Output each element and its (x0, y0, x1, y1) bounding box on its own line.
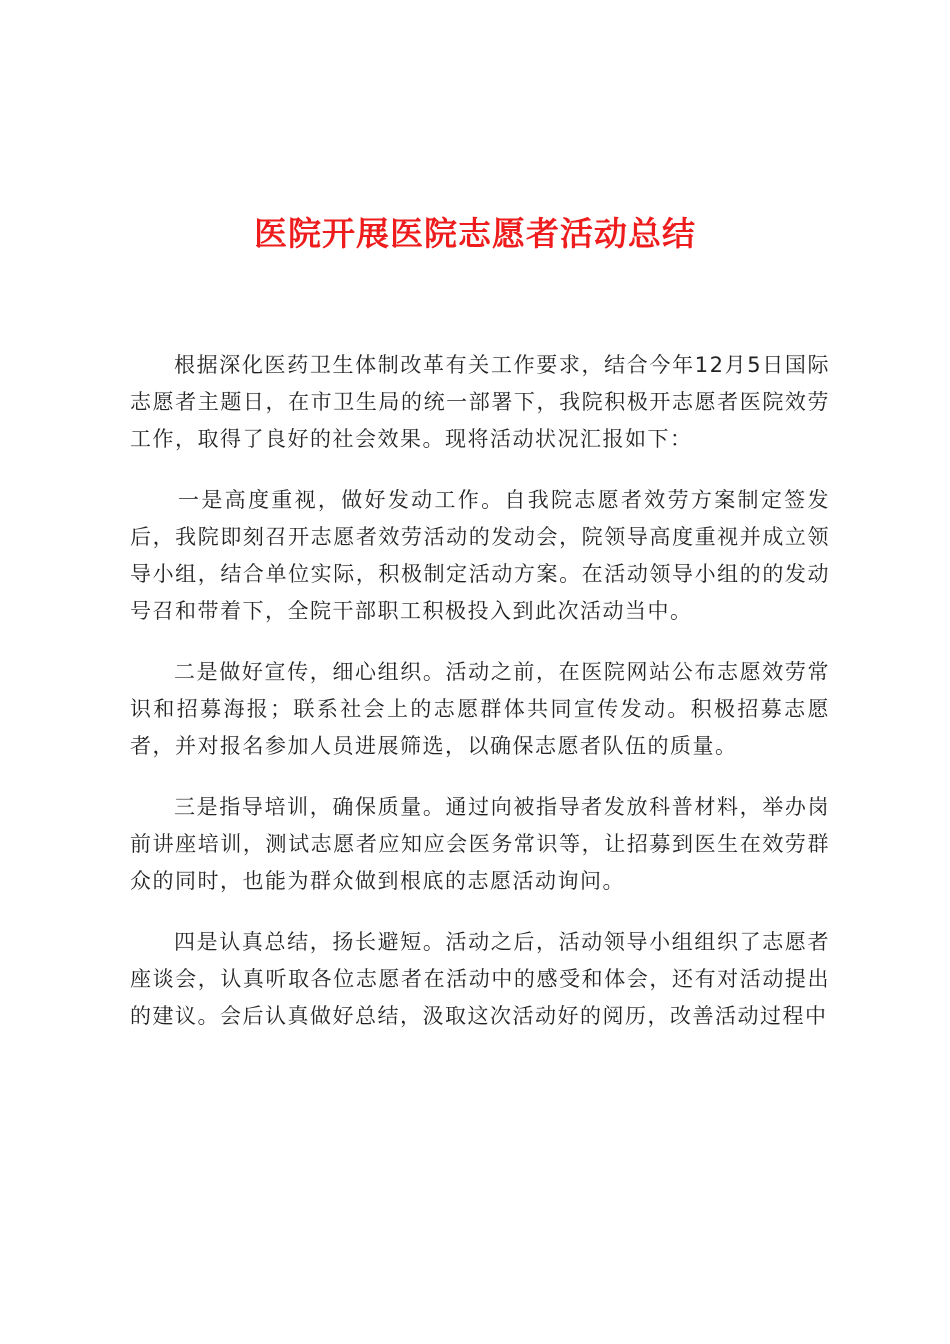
paragraph-point-3: 三是指导培训，确保质量。通过向被指导者发放科普材料，举办岗前讲座培训，测试志愿者应知应会医务常识等，让招募到医生在效劳群众的同时，也能为群众做到根底的志愿活动询问。 (130, 795, 830, 893)
document-title: 医院开展医院志愿者活动总结 (254, 214, 696, 253)
paragraph-intro: 根据深化医药卫生体制改革有关工作要求，结合今年12月5日国际志愿者主题日，在市卫生局的统一部署下，我院积极开志愿者医院效劳工作，取得了良好的社会效果。现将活动状况汇报如下： (130, 353, 830, 451)
paragraph-point-2: 二是做好宣传，细心组织。活动之前，在医院网站公布志愿效劳常识和招募海报；联系社会上的志愿群体共同宣传发动。积极招募志愿者，并对报名参加人员进展筛选，以确保志愿者队伍的质量。 (130, 660, 830, 758)
document-body (130, 347, 830, 1059)
paragraph-point-4: 四是认真总结，扬长避短。活动之后，活动领导小组组织了志愿者座谈会，认真听取各位志愿者在活动中的感受和体会，还有对活动提出的建议。会后认真做好总结，汲取这次活动好的阅历，改善活动过程中 (130, 930, 830, 1028)
paragraph-point-1: 一是高度重视，做好发动工作。自我院志愿者效劳方案制定签发后，我院即刻召开志愿者效劳活动的发动会，院领导高度重视并成立领导小组，结合单位实际，积极制定活动方案。在活动领导小组的的发动号召和带着下，全院干部职工积极投入到此次活动当中。 (130, 488, 830, 623)
